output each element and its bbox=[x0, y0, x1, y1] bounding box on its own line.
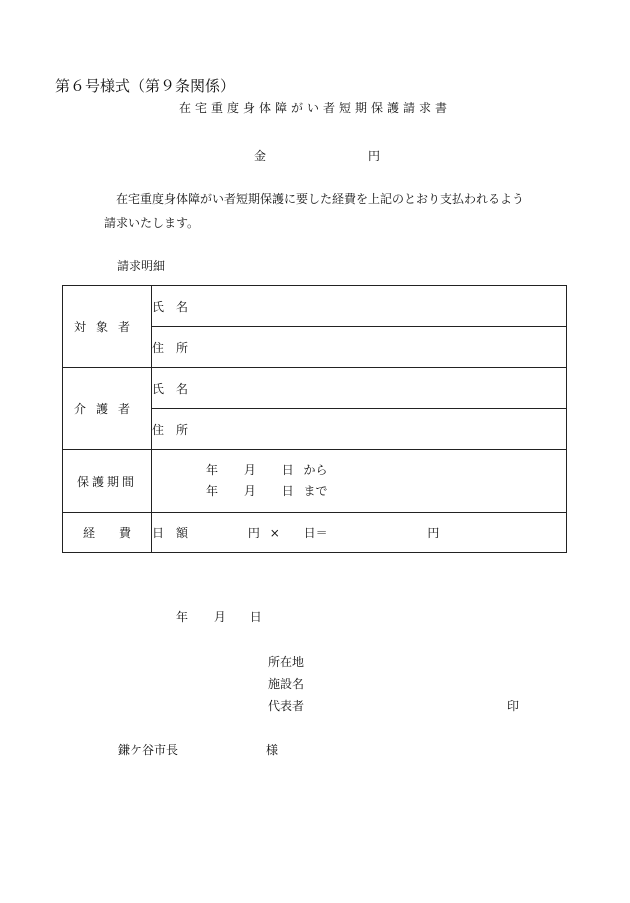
period-to-year: 年 bbox=[206, 484, 219, 498]
times-symbol: × bbox=[269, 526, 280, 540]
period-from-year: 年 bbox=[206, 463, 219, 477]
amount-label: 金 bbox=[254, 149, 267, 163]
facility-name-label: 施設名 bbox=[268, 677, 305, 691]
period-to-month: 月 bbox=[243, 484, 256, 498]
period-from-month: 月 bbox=[243, 463, 256, 477]
subject-name-field[interactable] bbox=[152, 286, 567, 327]
request-detail-table bbox=[62, 285, 567, 553]
facility-location-label: 所在地 bbox=[268, 655, 305, 669]
seal-mark: 印 bbox=[507, 699, 520, 713]
total-yen-label: 円 bbox=[427, 526, 440, 540]
daily-yen-label: 円 bbox=[247, 526, 260, 540]
caregiver-label: 介護者 bbox=[63, 368, 152, 450]
date-year-label: 年 bbox=[176, 610, 189, 624]
daily-amount-label: 日 額 bbox=[152, 526, 189, 540]
amount-unit: 円 bbox=[368, 149, 381, 163]
subject-address-field[interactable] bbox=[152, 327, 567, 368]
table-row bbox=[63, 286, 567, 327]
days-equals-label: 日＝ bbox=[303, 526, 328, 540]
table-row bbox=[63, 450, 567, 513]
cost-label: 経 費 bbox=[63, 513, 152, 553]
table-row bbox=[63, 368, 567, 409]
period-from-suffix: から bbox=[303, 463, 328, 477]
name-label: 氏 名 bbox=[152, 381, 189, 396]
document-title: 在宅重度身体障がい者短期保護請求書 bbox=[178, 101, 451, 115]
period-to-suffix: まで bbox=[303, 484, 328, 498]
request-statement: 在宅重度身体障がい者短期保護に要した経費を上記のとおり支払われるよう請求いたします。 bbox=[104, 192, 525, 230]
addressee-name: 鎌ケ谷市長 bbox=[118, 743, 179, 757]
date-day-label: 日 bbox=[249, 610, 262, 624]
period-from-day: 日 bbox=[281, 463, 294, 477]
subject-label: 対象者 bbox=[63, 286, 152, 368]
submission-date bbox=[176, 608, 262, 625]
address-label: 住 所 bbox=[152, 340, 189, 355]
table-row bbox=[63, 513, 567, 553]
date-month-label: 月 bbox=[213, 610, 226, 624]
period-to-day: 日 bbox=[281, 484, 294, 498]
cost-field[interactable] bbox=[152, 513, 567, 553]
detail-heading: 請求明細 bbox=[117, 259, 166, 273]
caregiver-name-field[interactable] bbox=[152, 368, 567, 409]
name-label: 氏 名 bbox=[152, 299, 189, 314]
addressee-honorific: 様 bbox=[266, 743, 279, 757]
period-field[interactable] bbox=[152, 450, 567, 513]
representative-label: 代表者 bbox=[268, 699, 305, 713]
address-label: 住 所 bbox=[152, 422, 189, 437]
period-label: 保護期間 bbox=[63, 450, 152, 513]
form-number: 第６号様式（第９条関係） bbox=[55, 77, 236, 95]
caregiver-address-field[interactable] bbox=[152, 409, 567, 450]
